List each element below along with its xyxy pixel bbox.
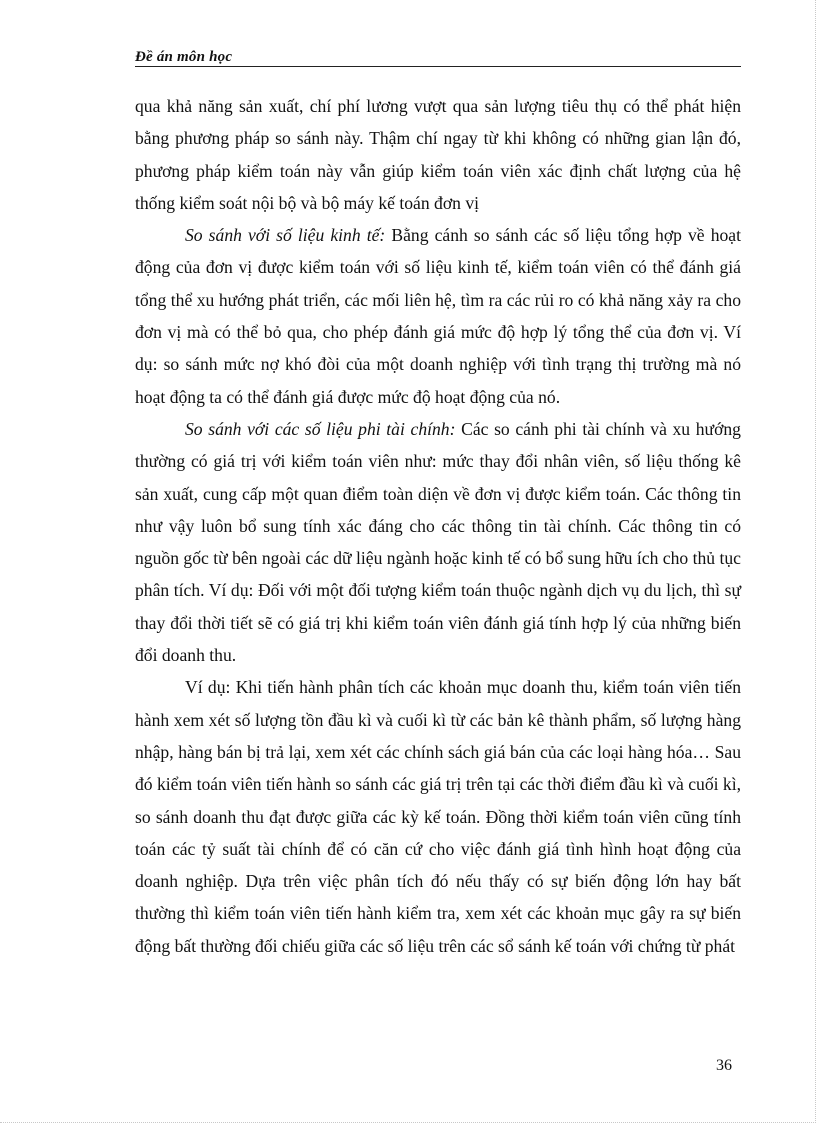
paragraph-3-text: Các so cánh phi tài chính và xu hướng thường có giá trị với kiểm toán viên như: mức thay đổi nhân viên, số liệu thống kê sản xuất, cung cấp một quan điểm toàn diện về đơn vị được kiểm toán. Các thông tin như vậy luôn bổ sung tính xác đáng cho các thông tin tài chính. Các thông tin có nguồn gốc từ bên ngoài các dữ liệu ngành hoặc kinh tế có bổ sung hữu ích cho thủ tục phân tích. Ví dụ: Đối với một đối tượng kiểm toán thuộc ngành dịch vụ du lịch, thì sự thay đổi thời tiết sẽ có giá trị khi kiểm toán viên đánh giá tính hợp lý của những biến đổi doanh thu. <box>135 418 741 666</box>
paragraph-2-lead: So sánh với số liệu kinh tế: <box>185 225 386 246</box>
body-text <box>135 90 741 962</box>
paragraph-4-text: Ví dụ: Khi tiến hành phân tích các khoản mục doanh thu, kiểm toán viên tiến hành xem xét số lượng tồn đầu kì và cuối kì từ các bản kê thành phẩm, số lượng hàng nhập, hàng bán bị trả lại, xem xét các chính sách giá bán của các loại hàng hóa… Sau đó kiểm toán viên tiến hành so sánh các giá trị trên tại các thời điểm đầu kì và cuối kì, so sánh doanh thu đạt được giữa các kỳ kế toán. Đồng thời kiểm toán viên cũng tính toán các tỷ suất tài chính để có căn cứ cho việc đánh giá tình hình hoạt động của doanh nghiệp. Dựa trên việc phân tích đó nếu thấy có sự biến động lớn hay bất thường thì kiểm toán viên tiến hành kiểm tra, xem xét các khoản mục gây ra sự biến động bất thường đối chiếu giữa các số liệu trên các sổ sánh kế toán với chứng từ phát <box>135 677 741 956</box>
paragraph-2 <box>135 219 741 413</box>
paragraph-1 <box>135 90 741 219</box>
header-title: Đề án môn học <box>135 49 233 65</box>
paragraph-4 <box>135 671 741 962</box>
page-number: 36 <box>716 1057 732 1074</box>
page-header <box>135 48 741 67</box>
paragraph-1-text: qua khả năng sản xuất, chí phí lương vượt qua sản lượng tiêu thụ có thể phát hiện bằng phương pháp so sánh này. Thậm chí ngay từ khi không có những gian lận đó, phương pháp kiểm toán này vẫn giúp kiểm toán viên xác định chất lượng của hệ thống kiểm soát nội bộ và bộ máy kế toán đơn vị <box>135 96 741 213</box>
paragraph-2-text: Bằng cánh so sánh các số liệu tổng hợp về hoạt động của đơn vị được kiểm toán với số liệu kinh tế, kiểm toán viên có thể đánh giá tổng thể xu hướng phát triển, các mối liên hệ, tìm ra các rủi ro có khả năng xảy ra cho đơn vị mà có thể bỏ qua, cho phép đánh giá mức độ hợp lý tổng thể của đơn vị. Ví dụ: so sánh mức nợ khó đòi của một doanh nghiệp với tình trạng thị trường mà nó hoạt động ta có thể đánh giá được mức độ hoạt động của nó. <box>135 225 741 407</box>
paragraph-3-lead: So sánh với các số liệu phi tài chính: <box>185 418 456 439</box>
paragraph-3 <box>135 413 741 671</box>
